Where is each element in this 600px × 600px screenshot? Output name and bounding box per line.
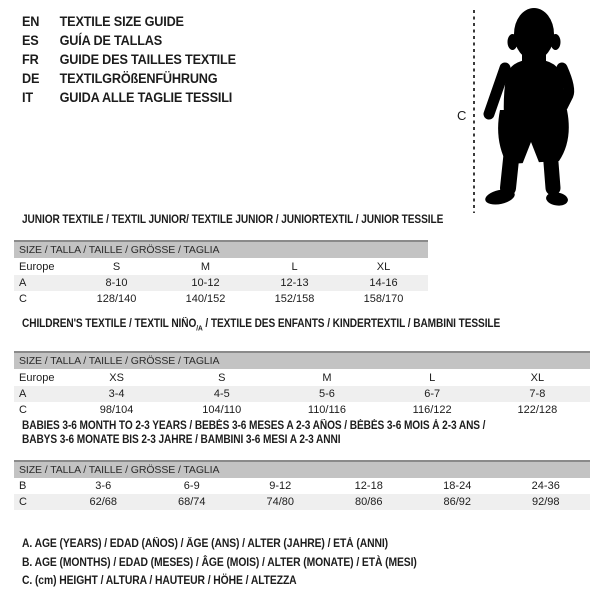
title-part: CHILDREN'S TEXTILE / TEXTIL NIÑO <box>22 318 197 330</box>
cell: 152/158 <box>274 293 315 305</box>
language-title: TEXTILGRÖßENFÜHRUNG <box>59 71 218 86</box>
children-size-table <box>14 351 590 418</box>
cell: 3-4 <box>64 386 169 402</box>
cell: 18-24 <box>443 480 472 492</box>
language-code: FR <box>22 52 39 67</box>
cell: 24-36 <box>531 480 560 492</box>
language-guide <box>22 12 236 107</box>
table-title <box>22 317 522 335</box>
cell: 14-16 <box>339 275 428 291</box>
cell: 6-7 <box>380 386 485 402</box>
cell: 104/110 <box>202 404 242 417</box>
row-label: C <box>14 494 59 510</box>
cell: 12-13 <box>250 275 339 291</box>
cell: S <box>112 260 121 273</box>
row-label: Europe <box>19 260 55 273</box>
title-subscript: /A <box>196 323 203 333</box>
cell: XL <box>376 260 391 273</box>
table-row <box>14 258 428 275</box>
footnote-line-c: C. (cm) HEIGHT / ALTURA / HAUTEUR / HÖHE / ALTEZZA <box>22 575 297 587</box>
cell: 3-6 <box>95 480 112 492</box>
size-header-band: SIZE / TALLA / TAILLE / GRÖSSE / TAGLIA <box>14 461 590 478</box>
cell: 98/104 <box>99 404 134 417</box>
row-label: C <box>19 293 27 305</box>
cell: L <box>291 260 298 273</box>
language-title: GUIDE DES TAILLES TEXTILE <box>59 52 236 67</box>
cell: 4-5 <box>169 386 274 402</box>
cell: 128/140 <box>96 293 137 305</box>
cell: L <box>429 371 436 384</box>
cell: 8-10 <box>72 275 161 291</box>
cell: S <box>218 371 226 384</box>
row-label: C <box>19 404 27 417</box>
cell: 62/68 <box>59 494 148 510</box>
cell: 158/170 <box>363 293 404 305</box>
row-label: A <box>14 275 72 291</box>
cell: 74/80 <box>236 494 325 510</box>
cell: 140/152 <box>185 293 226 305</box>
language-code: IT <box>22 90 33 105</box>
babies-size-table <box>14 460 590 510</box>
cell: 86/92 <box>413 494 502 510</box>
cell: 122/128 <box>517 404 558 417</box>
language-title: GUÍA DE TALLAS <box>59 33 163 48</box>
table-title: JUNIOR TEXTILE / TEXTIL JUNIOR/ TEXTILE JUNIOR / JUNIORTEXTIL / JUNIOR TESSILE <box>22 214 444 226</box>
language-row <box>22 31 236 50</box>
row-label: A <box>14 386 64 402</box>
language-code: DE <box>22 71 40 86</box>
cell: 6-9 <box>183 480 200 492</box>
cell: XS <box>109 371 124 384</box>
baby-silhouette-icon <box>484 8 569 207</box>
table-junior-textile <box>14 213 444 307</box>
language-row <box>22 50 236 69</box>
language-code: EN <box>22 14 40 29</box>
row-label: B <box>19 480 27 492</box>
baby-figure <box>455 4 600 222</box>
cell: 92/98 <box>502 494 591 510</box>
table-title-line1: BABIES 3-6 MONTH TO 2-3 YEARS / BEBÉS 3-6 MESES A 2-3 AÑOS / BÉBÉS 3-6 MOIS À 2-3 ANS / <box>22 420 486 432</box>
language-title: TEXTILE SIZE GUIDE <box>59 14 184 29</box>
table-row <box>14 402 590 418</box>
language-row <box>22 88 236 107</box>
cell: 7-8 <box>485 386 590 402</box>
footnote-line-b: B. AGE (MONTHS) / EDAD (MESES) / ÂGE (MOIS) / ALTER (MONATE) / ETÀ (MESI) <box>22 556 417 569</box>
cell: 12-18 <box>354 480 383 492</box>
table-row <box>14 386 590 402</box>
size-header-band: SIZE / TALLA / TAILLE / GRÖSSE / TAGLIA <box>14 352 590 369</box>
height-measure-label: C <box>457 108 467 123</box>
size-header-band: SIZE / TALLA / TAILLE / GRÖSSE / TAGLIA <box>14 241 428 258</box>
language-row <box>22 12 236 31</box>
junior-size-table <box>14 240 428 307</box>
language-title: GUIDA ALLE TAGLIE TESSILI <box>59 90 233 105</box>
language-row <box>22 69 236 88</box>
cell: 5-6 <box>274 386 379 402</box>
table-row <box>14 478 590 494</box>
table-row <box>14 291 428 307</box>
cell: 68/74 <box>148 494 237 510</box>
cell: 10-12 <box>161 275 250 291</box>
cell: 116/122 <box>412 404 452 417</box>
table-row <box>14 369 590 386</box>
footnote-line-a: A. AGE (YEARS) / EDAD (AÑOS) / ÂGE (ANS) / ALTER (JAHRE) / ETÀ (ANNI) <box>22 538 389 550</box>
table-title-line2: BABYS 3-6 MONATE BIS 2-3 JAHRE / BAMBINI 3-6 MESI A 2-3 ANNI <box>22 434 341 446</box>
language-code: ES <box>22 33 39 48</box>
table-row <box>14 275 428 291</box>
cell: M <box>322 371 332 384</box>
table-row <box>14 494 590 510</box>
table-childrens-textile <box>14 317 590 418</box>
row-label: Europe <box>19 371 55 384</box>
cell: XL <box>530 371 545 384</box>
title-part: / TEXTILE DES ENFANTS / KINDERTEXTIL / BAMBINI TESSILE <box>202 318 501 330</box>
cell: M <box>200 260 211 273</box>
table-babies-textile <box>14 419 590 510</box>
cell: 9-12 <box>269 480 292 492</box>
cell: 80/86 <box>325 494 414 510</box>
footnote-legend <box>22 535 417 591</box>
cell: 110/116 <box>307 404 347 417</box>
